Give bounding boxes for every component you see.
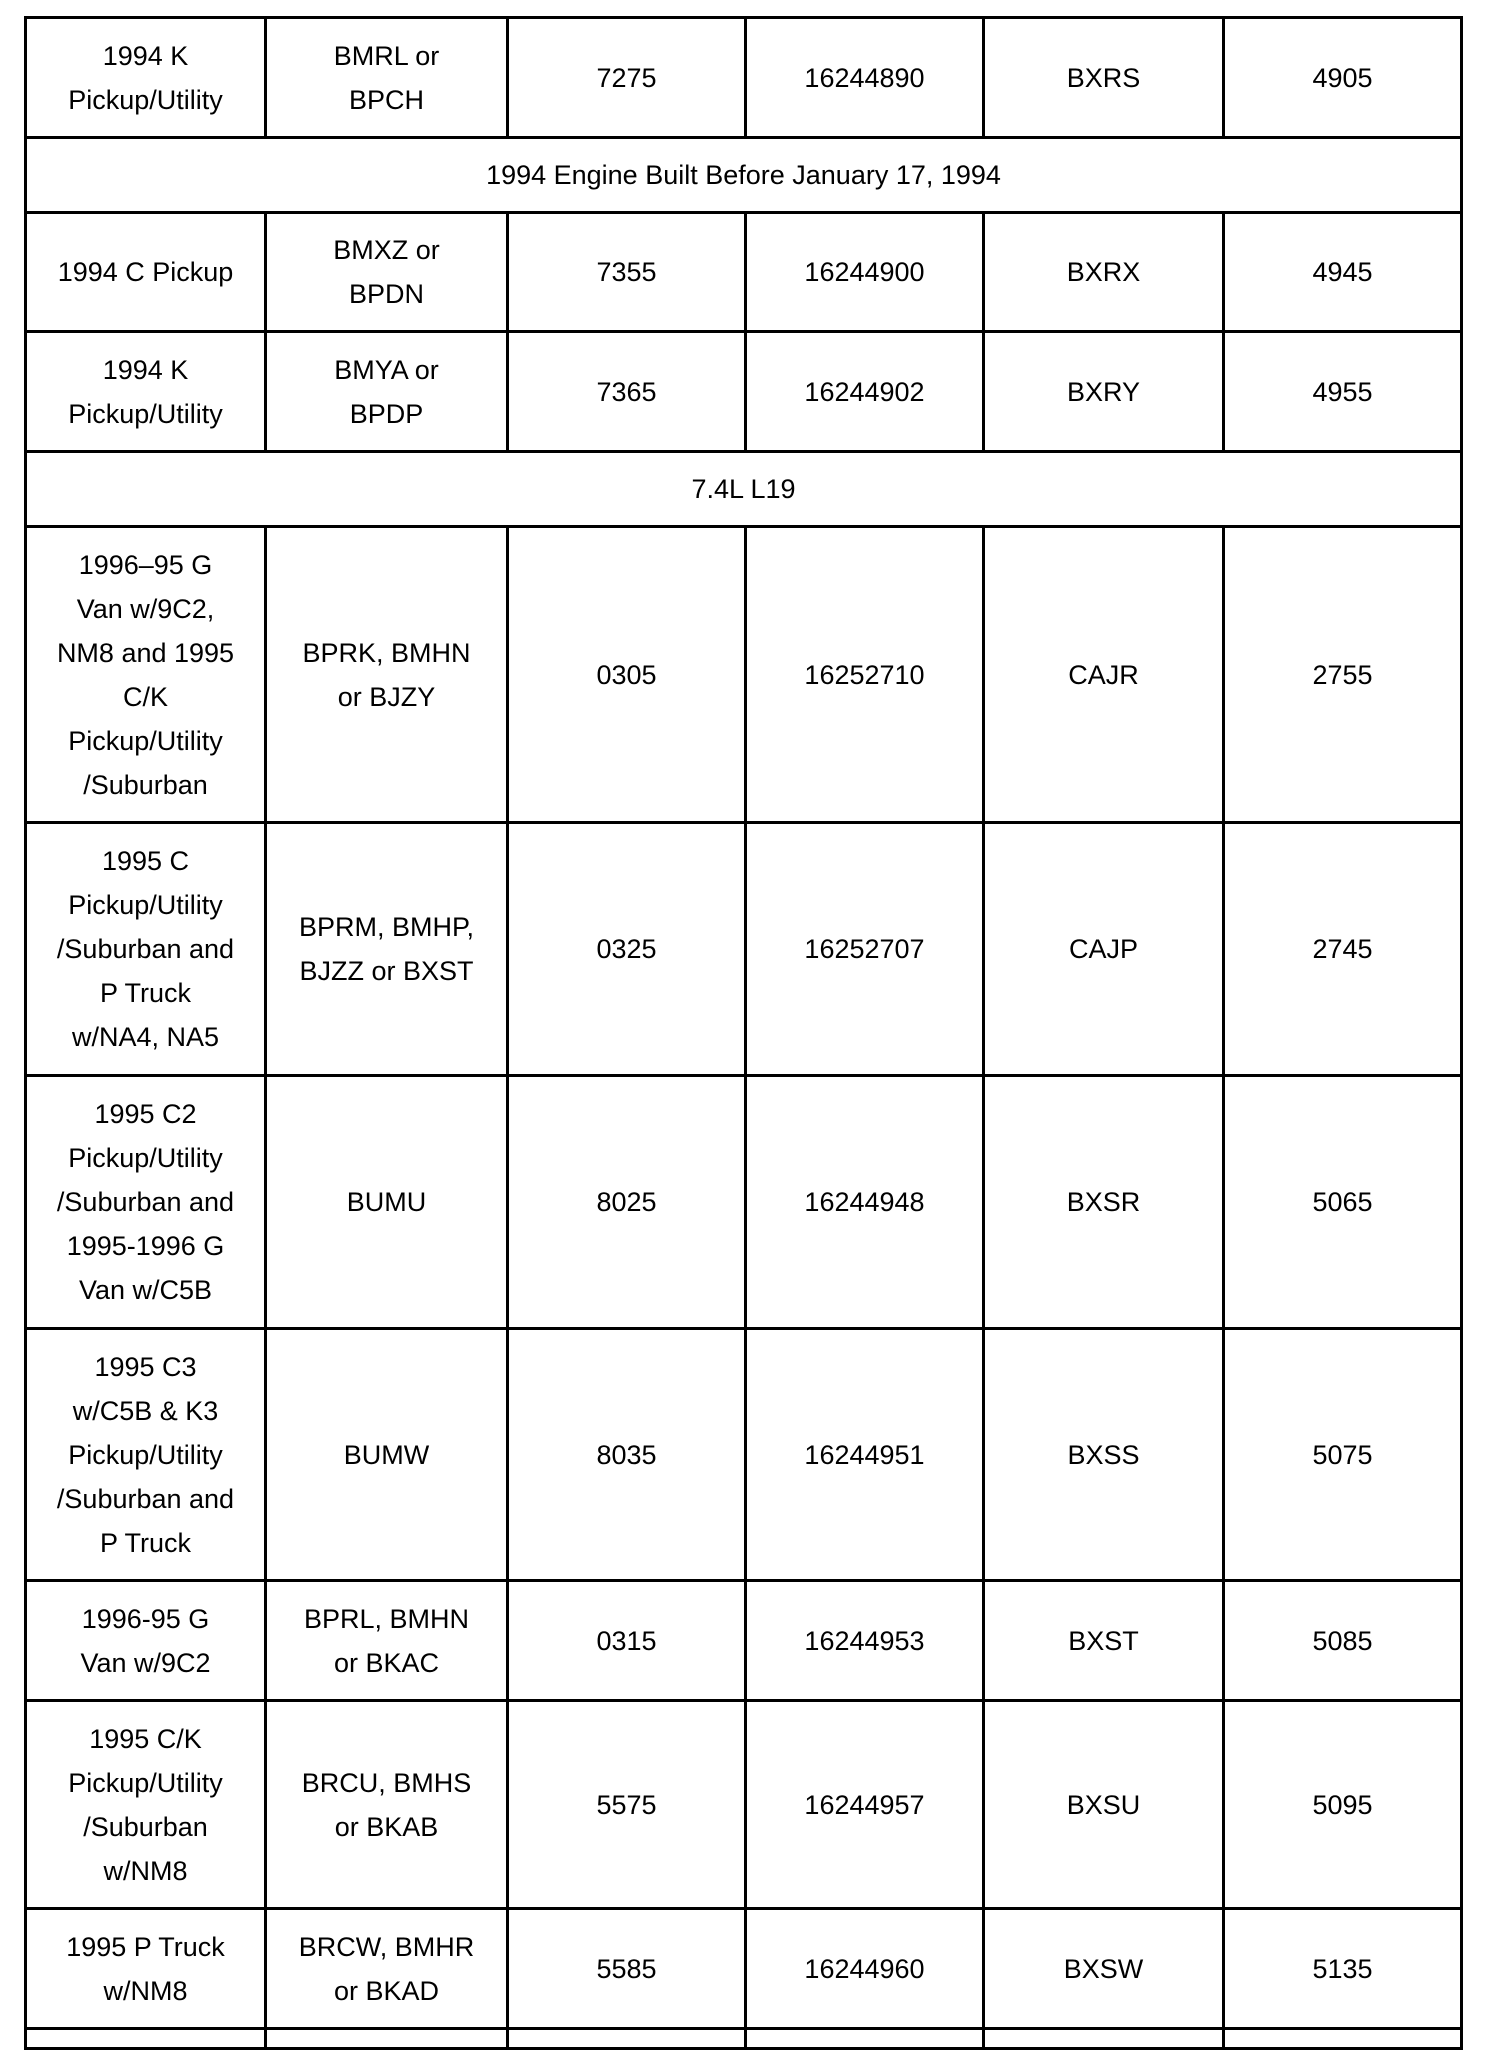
part-number-cell: 16252710 <box>746 527 984 823</box>
table-row <box>26 823 1462 1076</box>
cell-col6: 2755 <box>1224 527 1462 823</box>
cell-col6: 4955 <box>1224 332 1462 452</box>
engine-calibration-table <box>24 16 1463 2050</box>
cell-col5: BXSR <box>984 1076 1224 1329</box>
cell-col5: BXSS <box>984 1329 1224 1581</box>
empty-cell <box>26 2029 266 2049</box>
vehicle-application-cell: 1995 C/K Pickup/Utility /Suburban w/NM8 <box>26 1701 266 1909</box>
empty-cell <box>1224 2029 1462 2049</box>
vehicle-application-cell: 1994 C Pickup <box>26 213 266 332</box>
part-number-cell: 16244953 <box>746 1581 984 1701</box>
vehicle-application-cell: 1995 C3 w/C5B & K3 Pickup/Utility /Suburban and P Truck <box>26 1329 266 1581</box>
broadcast-code-cell: BPRM, BMHP, BJZZ or BXST <box>266 823 508 1076</box>
cell-col5: BXSW <box>984 1909 1224 2029</box>
vehicle-application-cell: 1995 C Pickup/Utility /Suburban and P Truck w/NA4, NA5 <box>26 823 266 1076</box>
table-row <box>26 213 1462 332</box>
cell-col5: BXSU <box>984 1701 1224 1909</box>
cell-col6: 5085 <box>1224 1581 1462 1701</box>
cell-col6: 2745 <box>1224 823 1462 1076</box>
empty-cell <box>746 2029 984 2049</box>
broadcast-code-cell: BUMW <box>266 1329 508 1581</box>
broadcast-code-cell: BRCW, BMHR or BKAD <box>266 1909 508 2029</box>
part-number-cell: 16244948 <box>746 1076 984 1329</box>
cell-col5: CAJR <box>984 527 1224 823</box>
cell-col3: 8035 <box>508 1329 746 1581</box>
empty-cell <box>508 2029 746 2049</box>
cell-col3: 0315 <box>508 1581 746 1701</box>
table-row <box>26 18 1462 138</box>
part-number-cell: 16252707 <box>746 823 984 1076</box>
cell-col3: 5575 <box>508 1701 746 1909</box>
table-row <box>26 332 1462 452</box>
part-number-cell: 16244900 <box>746 213 984 332</box>
vehicle-application-cell: 1994 K Pickup/Utility <box>26 18 266 138</box>
broadcast-code-cell: BMXZ or BPDN <box>266 213 508 332</box>
part-number-cell: 16244902 <box>746 332 984 452</box>
cell-col6: 5065 <box>1224 1076 1462 1329</box>
vehicle-application-cell: 1994 K Pickup/Utility <box>26 332 266 452</box>
broadcast-code-cell: BRCU, BMHS or BKAB <box>266 1701 508 1909</box>
empty-cell <box>984 2029 1224 2049</box>
cell-col3: 0305 <box>508 527 746 823</box>
table-row <box>26 1701 1462 1909</box>
cell-col5: BXRX <box>984 213 1224 332</box>
vehicle-application-cell: 1995 C2 Pickup/Utility /Suburban and 1995-1996 G Van w/C5B <box>26 1076 266 1329</box>
part-number-cell: 16244951 <box>746 1329 984 1581</box>
cell-col6: 4945 <box>1224 213 1462 332</box>
cell-col3: 7365 <box>508 332 746 452</box>
vehicle-application-cell: 1996-95 G Van w/9C2 <box>26 1581 266 1701</box>
cell-col3: 7275 <box>508 18 746 138</box>
broadcast-code-cell: BPRK, BMHN or BJZY <box>266 527 508 823</box>
section-header-label: 7.4L L19 <box>26 452 1462 527</box>
cell-col3: 0325 <box>508 823 746 1076</box>
cell-col3: 5585 <box>508 1909 746 2029</box>
section-header-row <box>26 452 1462 527</box>
vehicle-application-cell: 1995 P Truck w/NM8 <box>26 1909 266 2029</box>
table-row <box>26 527 1462 823</box>
table-row <box>26 1581 1462 1701</box>
cell-col5: BXRY <box>984 332 1224 452</box>
section-header-row <box>26 138 1462 213</box>
broadcast-code-cell: BUMU <box>266 1076 508 1329</box>
cell-col6: 5095 <box>1224 1701 1462 1909</box>
broadcast-code-cell: BMYA or BPDP <box>266 332 508 452</box>
cell-col6: 4905 <box>1224 18 1462 138</box>
cell-col6: 5135 <box>1224 1909 1462 2029</box>
empty-cell <box>266 2029 508 2049</box>
table-row-cutoff <box>26 2029 1462 2049</box>
broadcast-code-cell: BMRL or BPCH <box>266 18 508 138</box>
cell-col5: BXRS <box>984 18 1224 138</box>
cell-col3: 8025 <box>508 1076 746 1329</box>
table-row <box>26 1909 1462 2029</box>
part-number-cell: 16244957 <box>746 1701 984 1909</box>
broadcast-code-cell: BPRL, BMHN or BKAC <box>266 1581 508 1701</box>
cell-col6: 5075 <box>1224 1329 1462 1581</box>
part-number-cell: 16244960 <box>746 1909 984 2029</box>
table-row <box>26 1076 1462 1329</box>
table-row <box>26 1329 1462 1581</box>
vehicle-application-cell: 1996–95 G Van w/9C2, NM8 and 1995 C/K Pickup/Utility /Suburban <box>26 527 266 823</box>
section-header-label: 1994 Engine Built Before January 17, 1994 <box>26 138 1462 213</box>
cell-col5: CAJP <box>984 823 1224 1076</box>
cell-col3: 7355 <box>508 213 746 332</box>
part-number-cell: 16244890 <box>746 18 984 138</box>
cell-col5: BXST <box>984 1581 1224 1701</box>
